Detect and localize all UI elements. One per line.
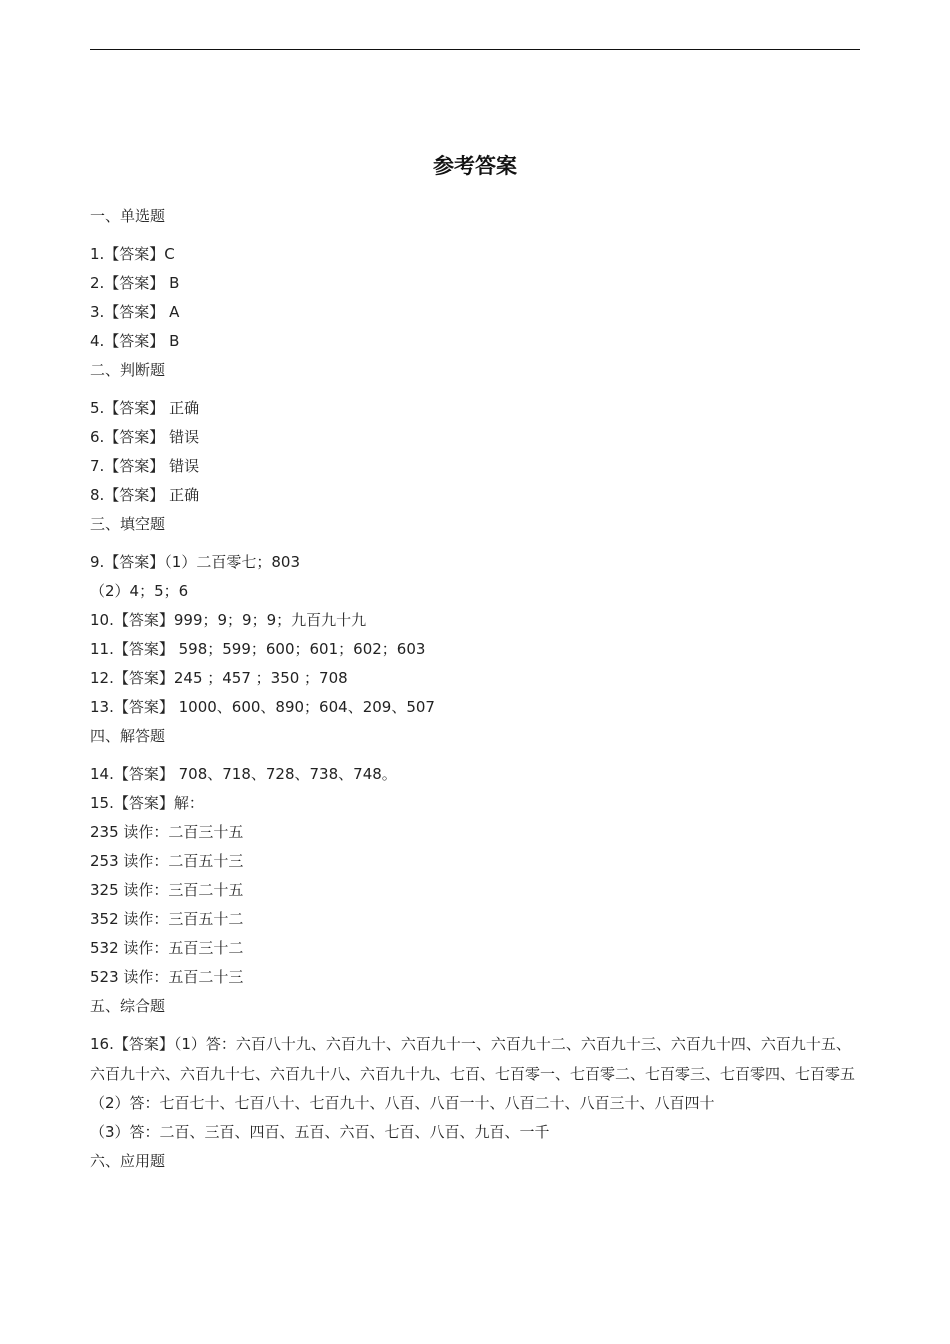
answer-line: 1.【答案】C	[90, 245, 175, 263]
answer-line: 12.【答案】245 ；457 ；350 ；708	[90, 669, 348, 687]
page-title: 参考答案	[433, 154, 517, 178]
section-heading-application: 六、应用题	[90, 1152, 166, 1170]
answer-line: 523 读作：五百二十三	[90, 968, 244, 986]
answer-content	[90, 202, 862, 1176]
answer-line: 6.【答案】 错误	[90, 428, 200, 446]
answer-line: 532 读作：五百三十二	[90, 939, 244, 957]
header-rule	[90, 49, 860, 50]
answer-line: 15.【答案】解：	[90, 794, 204, 812]
answer-line: 10.【答案】999；9；9；9；九百九十九	[90, 611, 367, 629]
answer-line: 5.【答案】 正确	[90, 399, 200, 417]
answer-line: 352 读作：三百五十二	[90, 910, 244, 928]
answer-line: 9.【答案】（1）二百零七；803	[90, 553, 300, 571]
answer-line: 4.【答案】 B	[90, 332, 180, 350]
answer-line: 7.【答案】 错误	[90, 457, 200, 475]
section-heading-comprehensive: 五、综合题	[90, 997, 166, 1015]
answer-paragraph: 16.【答案】（1）答：六百八十九、六百九十、六百九十一、六百九十二、六百九十三、六百九十四、六百九十五、六百九十六、六百九十七、六百九十八、六百九十九、七百、七百零一、七百零二、七百零三、七百零四、七百零五	[90, 1035, 856, 1083]
answer-line: 2.【答案】 B	[90, 274, 180, 292]
answer-line: （3）答：二百、三百、四百、五百、六百、七百、八百、九百、一千	[90, 1123, 550, 1141]
answer-line: 8.【答案】 正确	[90, 486, 200, 504]
answer-line: 3.【答案】 A	[90, 303, 180, 321]
answer-line: （2）4；5；6	[90, 582, 189, 600]
section-heading-single-choice: 一、单选题	[90, 207, 166, 225]
answer-line: 13.【答案】 1000、600、890；604、209、507	[90, 698, 435, 716]
answer-line: 235 读作：二百三十五	[90, 823, 244, 841]
answer-line: 325 读作：三百二十五	[90, 881, 244, 899]
section-heading-true-false: 二、判断题	[90, 361, 166, 379]
answer-line: 14.【答案】 708、718、728、738、748。	[90, 765, 397, 783]
answer-line: 11.【答案】 598；599；600；601；602；603	[90, 640, 426, 658]
section-heading-solution: 四、解答题	[90, 727, 166, 745]
answer-line: 253 读作：二百五十三	[90, 852, 244, 870]
section-heading-fill-blank: 三、填空题	[90, 515, 166, 533]
answer-line: （2）答：七百七十、七百八十、七百九十、八百、八百一十、八百二十、八百三十、八百四十	[90, 1094, 715, 1112]
